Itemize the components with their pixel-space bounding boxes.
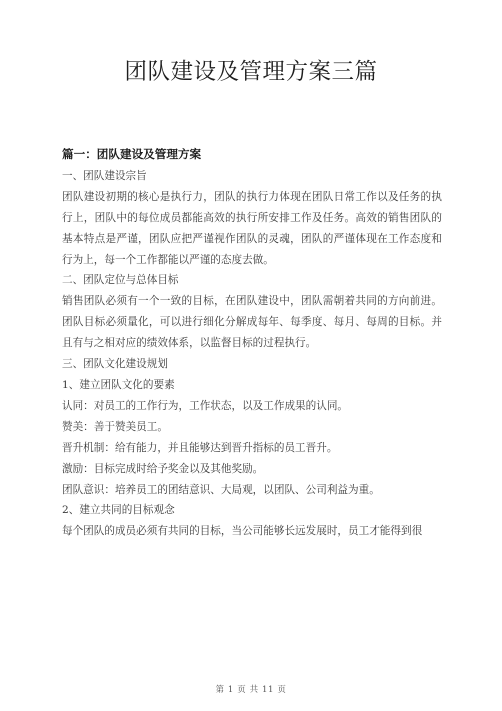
document-title: 团队建设及管理方案三篇: [124, 59, 378, 85]
item-incentive: 激励：目标完成时给予奖金以及其他奖励。: [62, 462, 264, 475]
item-recognition: 认同：对员工的工作行为，工作状态，以及工作成果的认同。: [62, 399, 349, 412]
item-team-awareness: 团队意识：培养员工的团结意识、大局观，以团队、公司利益为重。: [62, 483, 380, 496]
paragraph-common-goal: 每个团队的成员必须有共同的目标，当公司能够长远发展时，员工才能得到很: [62, 525, 423, 538]
item-promotion: 晋升机制：给有能力，并且能够达到晋升指标的员工晋升。: [62, 441, 338, 454]
paragraph-purpose: 团队建设初期的核心是执行力，团队的执行力体现在团队日常工作以及任务的执行上，团队中的每位成员都能高效的执行所安排工作及任务。高效的销售团队的基本特点是严谨，团队应把严谨视作团队的灵魂，团队的严谨体现在工作态度和行为上，每一个工作都能以严谨的态度去做。: [62, 190, 442, 266]
page-number-footer: 第 1 页 共 11 页: [215, 685, 287, 695]
subheading-common-goal: 2、建立共同的目标观念: [62, 504, 175, 517]
heading-culture: 三、团队文化建设规划: [62, 358, 168, 371]
heading-purpose: 一、团队建设宗旨: [62, 169, 147, 182]
item-praise: 赞美：善于赞美员工。: [62, 420, 168, 433]
section-heading: 篇一：团队建设及管理方案: [62, 147, 202, 161]
document-body: [62, 144, 442, 542]
paragraph-positioning: 销售团队必须有一个一致的目标，在团队建设中，团队需朝着共同的方向前进。团队目标必须量化，可以进行细化分解成每年、每季度、每月、每周的目标。并且有与之相对应的绩效体系，以监督目标的过程执行。: [62, 295, 442, 350]
heading-positioning: 二、团队定位与总体目标: [62, 274, 179, 287]
subheading-culture-elements: 1、建立团队文化的要素: [62, 378, 175, 391]
